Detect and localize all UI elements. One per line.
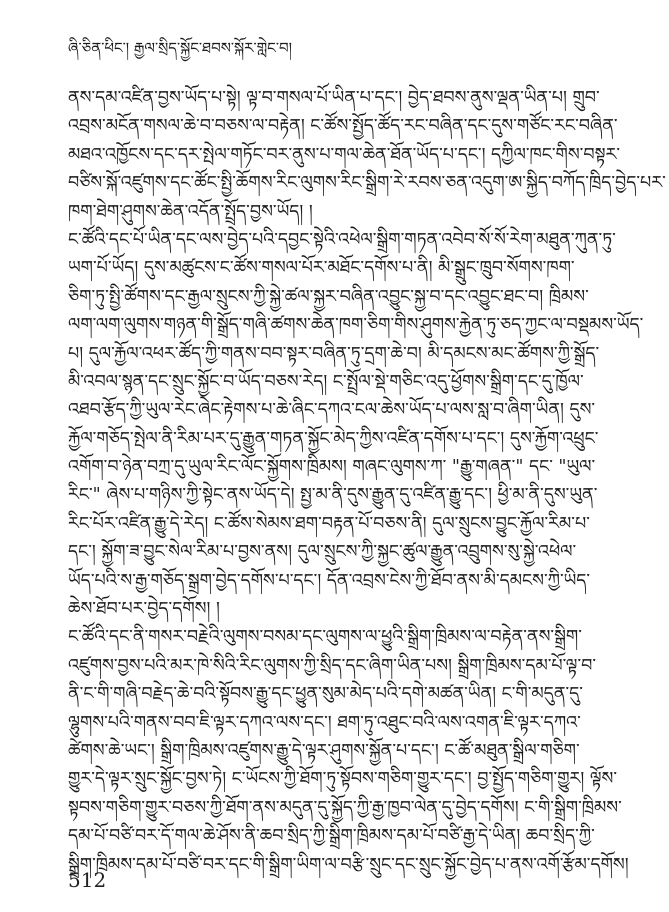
text-line: སྒྲིག་ཁྲིམས་དམ་པོ་བཙི་བར་དང་གི་སྒྲིག་ཡིག་ལ་བརྩི་སྲུང་དང་སྲུང་སྐྱོང་བྱེད་པ་ནས་འགོ་རྩོམ་དགོས། [68, 854, 629, 875]
text-line: བཙིས་སྐོ་འཛུགས་དང་ཚོང་སྤྱི་ཆོགས་རིང་ལུགས་རིང་སྒྲིག་རེ་རབས་ཅན་འདུག་ཨ་སྐྱིད་བཀོད་ཁྲིད་བྱེད་པར་ [68, 173, 666, 194]
text-line: གྱུར་དེ་ལྟར་སྲུང་སྐྱོང་བྱས་ཏེ། ང་ཡོངས་ཀྱི་ཐོག་ཏུ་སྟོབས་གཅིག་གྱུར་དང་། བྱ་སྤྱོད་གཅིག་གྱུར། ལྟོས་ [68, 769, 618, 790]
text-line: ལྷུགས་པའི་གནས་བབ་ཇི་ལྟར་དཀའ་ལས་དང་། ཐག་ཏུ་འཐུང་བའི་ལས་འགན་ཇི་ལྟར་དཀའ་ [68, 712, 581, 733]
text-line: འཛུགས་བྱས་པའི་མར་ཁེ་སིའི་རིང་ལུགས་ཀྱི་སྲིད་དང་ཞིག་ཡིན་པས། སྒྲིག་ཁྲིམས་དམ་པོ་ལྟ་བ་ [68, 655, 597, 676]
text-line: སྟབས་གཅིག་གྱུར་བཅས་ཀྱི་ཐོག་ནས་མདུན་དུ་སྐྱོད་ཀྱི་རྒྱ་ཁྱབ་ལེན་དུ་བྱེད་དགོས། ང་གི་སྒྲིག་ཁྲིམས་ [68, 797, 622, 818]
text-line: ནི་ང་གི་གཞི་བརྗེད་ཆེ་བའི་སྟོབས་རྒྱུ་དང་ཕྱུན་སུམ་མེད་པའི་དགེ་མཚན་ཡིན། ང་གི་མདུན་དུ་ [68, 684, 583, 705]
text-line: རིང་པོར་འཛིན་རྒྱུ་དེ་རེད། ང་ཚོས་སེམས་ཐག་བརྟན་པོ་བཅས་ནི། དུལ་སྲུངས་བྱུང་རྐྱོལ་རིམ་པ་ [68, 513, 590, 534]
running-header: ཞི་ཅིན་ཕིང་། རྒྱལ་སྲིད་སྐྱོང་ཐབས་སྐོར་གླེང་བ། [68, 39, 292, 57]
text-line: རིང་" ཞེས་པ་གཉིས་ཀྱི་སྟེང་ནས་ཡོད་དེ། སྤྱ་མ་ནི་དུས་རྒྱུན་དུ་འཛིན་རྒྱུ་དང་། ཕྱི་མ་ནི་དུས་ཡུན་ [68, 485, 598, 506]
text-line: ཡོད་པའི་ས་རྒྱ་གཅོད་སྒྲག་བྱེད་དགོས་པ་དང་། དོན་འབྲས་ངེས་ཀྱི་ཐོབ་ནས་མི་དམངས་ཀྱི་ཡིད་ [68, 570, 591, 591]
text-line: རྐྱོལ་གཅོད་སྤེལ་ནི་རིམ་པར་དུ་རྒྱུན་གཏན་སྐྱོང་མེད་ཀྱིས་འཛིན་དགོས་པ་དང་། དུས་རྐྱོག་འཕྲུང་ [68, 428, 599, 449]
text-line: ཅིག་ཏུ་སྤྱི་ཚོགས་དང་རྒྱལ་སྲུངས་ཀྱི་སྐྱེ་ཚལ་སྐྱར་བཞིན་འབྱུང་སྐྱ་བ་དང་འབྱུང་ཐང་བ། ཁྲིམས་ [68, 286, 589, 307]
text-line: ང་ཚོའི་དང་པོ་ཡིན་དང་ལས་བྱེད་པའི་དབྱང་སྟེའི་འཕེལ་སྒྲིག་གཏན་འབེབ་སོ་སོ་རེག་མཐུན་ཀུན་ཏུ་ [68, 229, 616, 250]
text-line: མི་འབལ་སྙན་དང་སྲུང་སྐྱོང་བ་ཡོད་བཅས་རེད། ང་སྤྲོལ་སྡེ་གཅིང་འདུ་ཕྱོགས་སྒྲིག་དང་དུ་ཁྱོལ་ [68, 371, 584, 392]
text-line: འགོག་བ་ཉེན་བཀྲ་དུ་ཡུལ་རིང་ལོང་སྐྱོགས་ཁྲིམས། གཞང་ལུགས་ཀ་ "རྒྱུ་གཞན་" དང་ "ཡུལ་ [68, 457, 596, 478]
text-line: དང་། སྐྱོག་ཟ་བྱུང་སེལ་རིམ་པ་བྱས་ནས། དུལ་སྲུངས་ཀྱི་སྐྱང་ཚུལ་རྒྱུན་འབྲུགས་སུ་སྐྱེ་འཕེལ་ [68, 542, 577, 563]
text-line: འཐབ་རྩོད་ཀྱི་ཡུལ་རེང་ཞེང་རྟེགས་པ་ཆེ་ཞིང་དཀའ་ངལ་ཆེས་ཡོད་པ་ལས་སླ་བ་ཞིག་ཡིན། དུས་ [68, 400, 596, 421]
paragraph-1 [68, 84, 666, 226]
paragraph-3 [68, 623, 629, 879]
text-line: པ། དུལ་རྐྱོལ་འཕར་ཚོད་ཀྱི་གནས་བབ་སྟར་བཞིན་ཏུ་དྲག་ཆེ་བ། མི་དམངས་མང་ཚོགས་ཀྱི་སྒྲོད་ [68, 343, 600, 364]
page-number: 512 [68, 868, 107, 892]
text-line: ཚེགས་ཆེ་ཡང་། སྒྲིག་ཁྲིམས་འཛུགས་རྒྱུ་དེ་ལྟར་ཤུགས་སྐྱོན་པ་དང་། ང་ཚོ་མཐུན་སྒྲིལ་གཅིག་ [68, 740, 580, 761]
paragraph-2 [68, 226, 644, 623]
text-line: མཐའ་འཁྱོངས་དང་དར་སྤེལ་གཏོང་བར་ནུས་པ་གལ་ཆེན་ཐོན་ཡོད་པ་དང་། དཀྱིལ་ཁང་གིས་བསྟར་ [68, 144, 621, 165]
text-line: ཁག་ཐེག་ཤུགས་ཆེན་འདོན་སྤྲོད་བྱས་ཡོད། ། [68, 201, 313, 222]
text-line: ལག་ལག་ལུགས་གཉན་གི་སྒྲོད་གཞི་ཚགས་ཆེན་ཁག་ཅིག་གིས་ཤུགས་རྐྱེན་ཏུ་ཅད་ཀྱང་ལ་བསྡམས་ཡོད་ [68, 315, 644, 336]
text-line: ནས་དམ་འཛིན་བྱས་ཡོད་པ་སྟེ། ལྟ་བ་གསལ་པོ་ཡིན་པ་དང་། བྱེད་ཐབས་ནུས་ལྡན་ཡིན་པ། གྲུབ་ [68, 88, 600, 108]
text-line: འབྲས་མངོན་གསལ་ཆེ་བ་བཅས་ལ་བརྟེན། ང་ཚོས་སྤྱོད་ཚོད་རང་བཞིན་དང་དུས་གཙོང་རང་བཞིན་ [68, 116, 618, 137]
text-line: དམ་པོ་བཙི་བར་དོ་གལ་ཆེ་ཤོས་ནི་ཆབ་སྲིད་ཀྱི་སྒྲིག་ཁྲིམས་དམ་པོ་བཙི་རྒྱ་དེ་ཡིན། ཆབ་སྲིད་ཀྱི་ [68, 826, 595, 847]
text-line: ཡག་པོ་ཡོད། དུས་མཚུངས་ང་ཚོས་གསལ་པོར་མཐོང་དགོས་པ་ནི། མི་སྒྲུང་ཁྲུབ་སོགས་ཁག་ [68, 258, 575, 279]
text-line: ང་ཚོའི་དང་ནི་གསར་བརྗེའི་ལུགས་བསམ་དང་ལུགས་ལ་ཕྱུའི་སྒྲིག་ཁྲིམས་ལ་བརྟེན་ནས་སྒྲིག་ [68, 627, 582, 648]
body-text [68, 84, 666, 879]
text-line: ཆེས་ཐོབ་པར་བྱེད་དགོས། ། [68, 599, 220, 620]
